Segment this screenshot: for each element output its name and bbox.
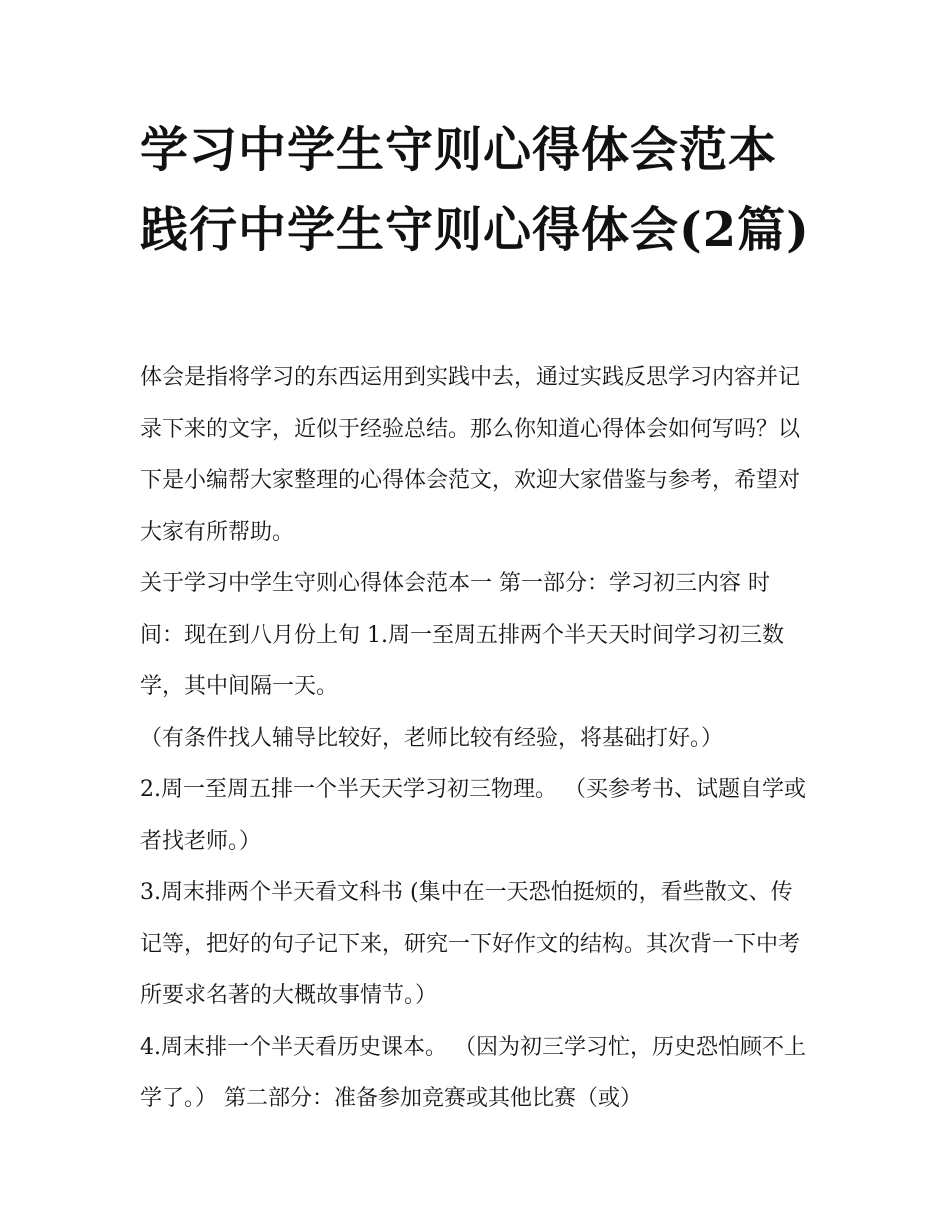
paragraph-item-2: 2.周一至周五排一个半天天学习初三物理。 （买参考书、试题自学或者找老师。）	[140, 777, 806, 854]
paragraph-part-one: 关于学习中学生守则心得体会范本一 第一部分：学习初三内容 时间：现在到八月份上旬 1.周一至周五排两个半天天时间学习初三数学，其中间隔一天。	[140, 571, 784, 699]
paragraph-item-4: 4.周末排一个半天看历史课本。 （因为初三学习忙，历史恐怕顾不上学了。） 第二部分：准备参加竞赛或其他比赛（或）	[140, 1034, 806, 1111]
paragraph-tutoring-note: （有条件找人辅导比较好，老师比较有经验，将基础打好。）	[140, 725, 724, 751]
paragraph-item-3: 3.周末排两个半天看文科书 (集中在一天恐怕挺烦的，看些散文、传记等，把好的句子记下来，研究一下好作文的结构。其次背一下中考所要求名著的大概故事情节。）	[140, 880, 801, 1008]
paragraph-intro: 体会是指将学习的东西运用到实践中去，通过实践反思学习内容并记录下来的文字，近似于经验总结。那么你知道心得体会如何写吗？以下是小编帮大家整理的心得体会范文，欢迎大家借鉴与参考，希望对大家有所帮助。	[140, 365, 801, 545]
document-title: 学习中学生守则心得体会范本践行中学生守则心得体会(2篇)	[140, 122, 810, 258]
document-body	[140, 352, 812, 1125]
